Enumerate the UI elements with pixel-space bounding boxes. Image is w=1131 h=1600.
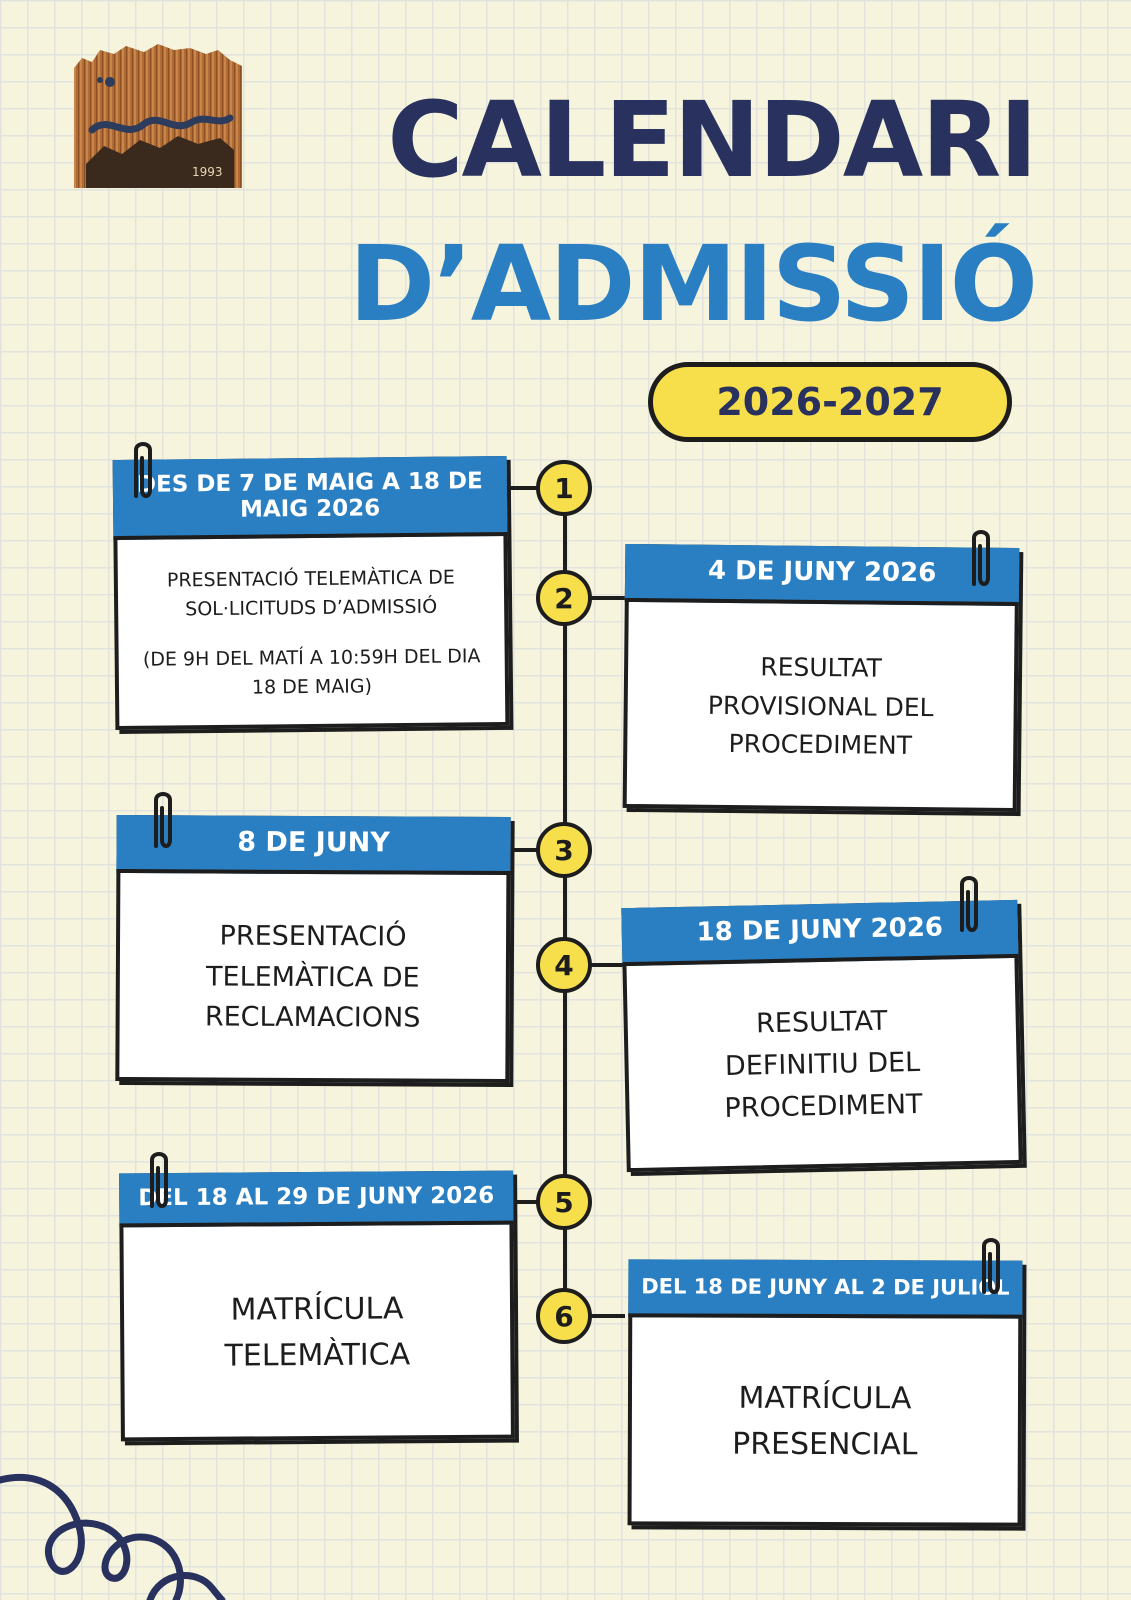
step-card-2	[623, 544, 1020, 812]
step-number-4: 4	[536, 937, 592, 993]
card-text: RESULTAT PROVISIONAL DEL PROCEDIMENT	[707, 652, 934, 761]
card-text: PRESENTACIÓ TELEMÀTICA DE RECLAMACIONS	[204, 920, 421, 1034]
paper-clip-icon	[950, 870, 988, 940]
title-line-2: D’ADMISSIÓ	[348, 223, 1036, 345]
card-date: DES DE 7 DE MAIG A 18 DE MAIG 2026	[113, 456, 508, 540]
card-note: (DE 9H DEL MATÍ A 10:59H DEL DIA 18 DE MAIG)	[142, 645, 481, 699]
step-number-1: 1	[536, 460, 592, 516]
step-number-6: 6	[536, 1288, 592, 1344]
school-year-badge: 2026-2027	[648, 362, 1012, 442]
card-text: MATRÍCULA TELEMÀTICA	[224, 1290, 411, 1374]
card-date: 4 DE JUNY 2026	[625, 544, 1020, 606]
decorative-swirl-icon	[0, 1460, 230, 1600]
step-number-2: 2	[536, 570, 592, 626]
svg-text:1993: 1993	[192, 165, 223, 179]
paper-clip-icon	[144, 786, 182, 856]
card-body	[119, 1225, 514, 1442]
step-card-5	[119, 1171, 515, 1442]
card-date: DEL 18 AL 29 DE JUNY 2026	[119, 1171, 513, 1228]
card-text: MATRÍCULA PRESENCIAL	[732, 1380, 918, 1463]
card-body	[622, 958, 1022, 1172]
step-card-1	[113, 456, 510, 730]
step-number-3: 3	[536, 822, 592, 878]
school-logo	[74, 44, 242, 188]
paper-clip-icon	[140, 1146, 178, 1216]
paper-clip-icon	[972, 1232, 1010, 1302]
card-text: PRESENTACIÓ TELEMÀTICA DE SOL·LICITUDS D’ADMISSIÓ	[166, 566, 455, 620]
step-number-5: 5	[536, 1174, 592, 1230]
paper-clip-icon	[962, 524, 1000, 594]
card-body	[623, 602, 1019, 812]
title-line-1: CALENDARI	[387, 79, 1036, 201]
card-body	[628, 1317, 1023, 1526]
step-card-4	[621, 900, 1022, 1172]
card-body	[115, 873, 510, 1083]
step-card-6	[628, 1259, 1023, 1526]
card-body	[113, 536, 509, 730]
card-date: DEL 18 DE JUNY AL 2 DE JULIOL	[628, 1259, 1022, 1318]
card-date: 18 DE JUNY 2026	[621, 900, 1018, 966]
card-date: 8 DE JUNY	[116, 815, 510, 875]
paper-clip-icon	[124, 436, 162, 506]
card-text: RESULTAT DEFINITIU DEL PROCEDIMENT	[724, 1005, 923, 1124]
